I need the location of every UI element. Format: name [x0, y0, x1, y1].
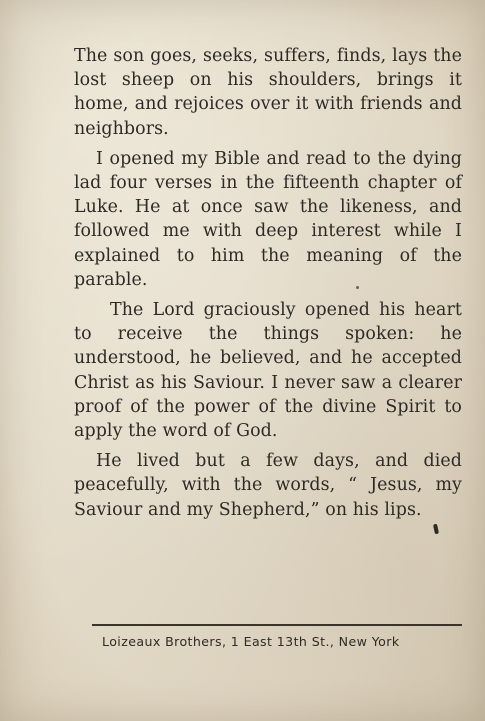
paper-stain [356, 286, 359, 289]
publisher-imprint: Loizeaux Brothers, 1 East 13th St., New York [102, 634, 400, 649]
paragraph-final-words: He lived but a few days, and died peacefully, with the words, “ Jesus, my Saviour and my Shepherd,” on his lips. [74, 451, 462, 520]
paragraph-bible-reading: I opened my Bible and read to the dying lad four verses in the fifteenth chapter of Luke. He at once saw the likeness, and followed me with deep interest while I explained to him the meaning of the parable. [74, 148, 462, 290]
footer-divider [92, 624, 462, 626]
paragraph-conversion: The Lord graciously opened his heart to receive the things spoken: he understood, he believed, and he accepted Christ as his Saviour. I never saw a clearer proof of the power of the divine Spirit to apply the word of God. [74, 300, 462, 442]
body-text [74, 44, 462, 528]
paragraph-lost-sheep: The son goes, seeks, suffers, finds, lays the lost sheep on his shoulders, brings it home, and rejoices over it with friends and neighbors. [74, 46, 462, 139]
